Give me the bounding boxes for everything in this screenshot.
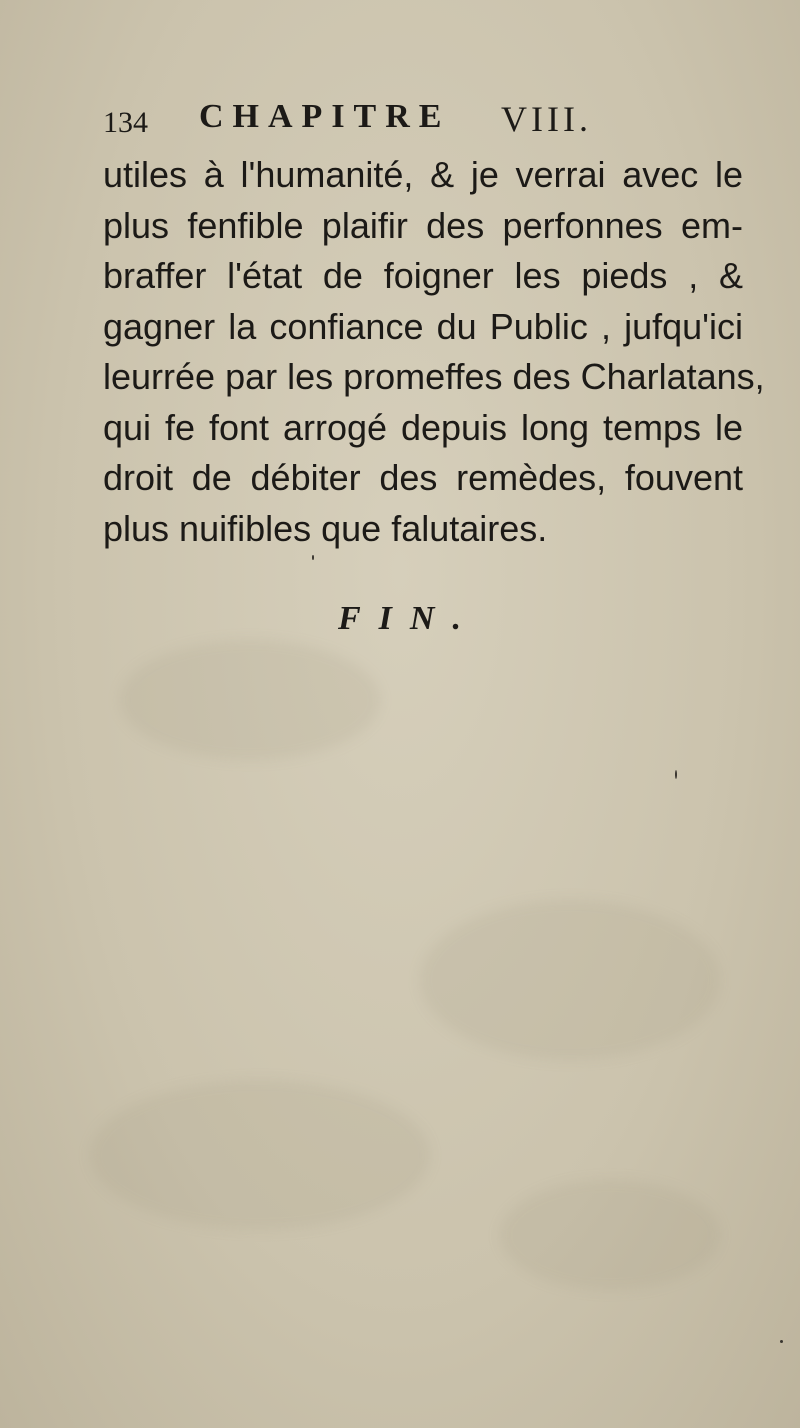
text-line: plus fenfible plaifir des perfonnes em- xyxy=(103,204,743,246)
text-line: plus nuifibles que falutaires. xyxy=(103,507,548,549)
text-line: gagner la confiance du Public , jufqu'ici xyxy=(103,305,743,347)
text-line: leurrée par les promeffes des Charlatans, xyxy=(103,356,765,397)
paper-speck xyxy=(780,1340,783,1343)
text-line: droit de débiter des remèdes, fouvent xyxy=(103,457,743,498)
text-line: qui fe font arrogé depuis long temps le xyxy=(103,406,743,448)
show-through-stain xyxy=(500,1180,720,1290)
body-paragraph xyxy=(103,150,765,554)
paper-speck xyxy=(312,555,314,560)
text-line: utiles à l'humanité, & je verrai avec le xyxy=(103,154,743,195)
show-through-stain xyxy=(120,640,380,760)
chapter-number: VIII. xyxy=(501,99,592,139)
text-line: braffer l'état de foigner les pieds , & xyxy=(103,255,743,296)
chapter-title: CHAPITRE xyxy=(199,98,451,135)
end-mark: FIN. xyxy=(338,600,479,637)
running-head xyxy=(103,98,703,146)
show-through-stain xyxy=(420,900,720,1060)
paper-speck xyxy=(675,770,677,779)
show-through-stain xyxy=(90,1080,430,1230)
page-number: 134 xyxy=(103,106,148,139)
